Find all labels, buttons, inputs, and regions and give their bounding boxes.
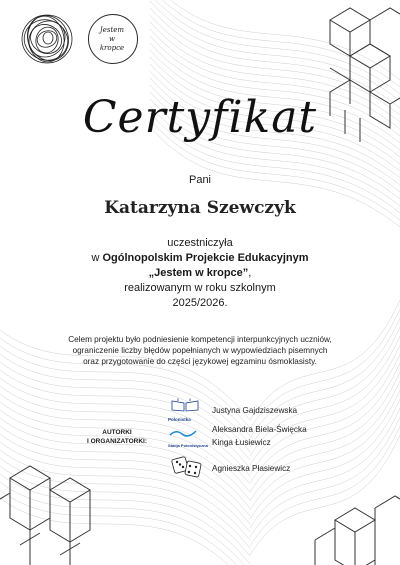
statement-line-3 [0,266,400,281]
statement-line-2 [0,251,400,266]
author-2: Aleksandra Biela-Święcka [212,425,307,434]
statement-line-4: realizowanym w roku szkolnym [124,282,276,294]
stacja-polonistyczna-logo [168,425,208,448]
wave-line [0,378,250,468]
wave-line [0,474,250,564]
stacja-wave-icon [168,428,198,438]
wave-line [0,498,250,565]
stacja-logo-text: Stacja Polonistyczna [168,443,208,448]
certificate-title: Certyfikat [82,92,318,143]
project-name-suffix: , [248,267,252,279]
logo-text-line2: w [109,35,115,43]
wave-line [150,0,400,87]
author-4: Agnieszka Płasiewicz [212,464,291,473]
polonistka-logo-text: Polonistka [168,417,191,422]
cube-pattern-bottom-left [0,466,90,565]
book-icon [168,398,202,412]
wave-line [0,482,250,565]
goal-line-2: ograniczenie liczby błędów popełnianych w wypowiedziach pisemnych [72,346,328,355]
project-type: Ogólnopolskim Projekcie Edukacyjnym [102,252,309,264]
project-logo [88,14,138,64]
salutation: Pani [188,174,212,186]
wave-line [250,435,400,555]
authors-label-line2: I ORGANIZATORKI: [86,438,148,445]
wave-line [0,466,250,556]
author-3: Kinga Łusiewicz [212,438,271,447]
authors-label [72,428,162,446]
cube-pattern-bottom-right [315,496,400,565]
statement-line-1: uczestniczyła [167,237,233,249]
goal-line-1: Celem projektu było podniesienie kompetencji interpunkcyjnych uczniów, [68,335,332,344]
dice-icon [170,452,204,480]
logo-text-line1: Jestem [99,26,125,34]
logo-text-line3: kropce [99,44,125,52]
statement-line-5: 2025/2026. [172,297,228,309]
statement-prefix: w [91,252,103,264]
author-1: Justyna Gajdziszewska [212,406,298,415]
authors-label-line1: AUTORKI [102,429,132,436]
goal-line-3: oraz przygotowanie do części językowej egzaminu ósmoklasisty. [83,357,317,366]
wave-line [0,442,250,532]
recipient-name: Katarzyna Szewczyk [104,198,296,218]
scribble-logo-icon [20,12,74,66]
project-goal-text [30,334,370,367]
polonistka-logo [168,398,202,422]
project-name: „Jestem w kropce” [148,267,249,279]
participation-statement [0,236,400,311]
